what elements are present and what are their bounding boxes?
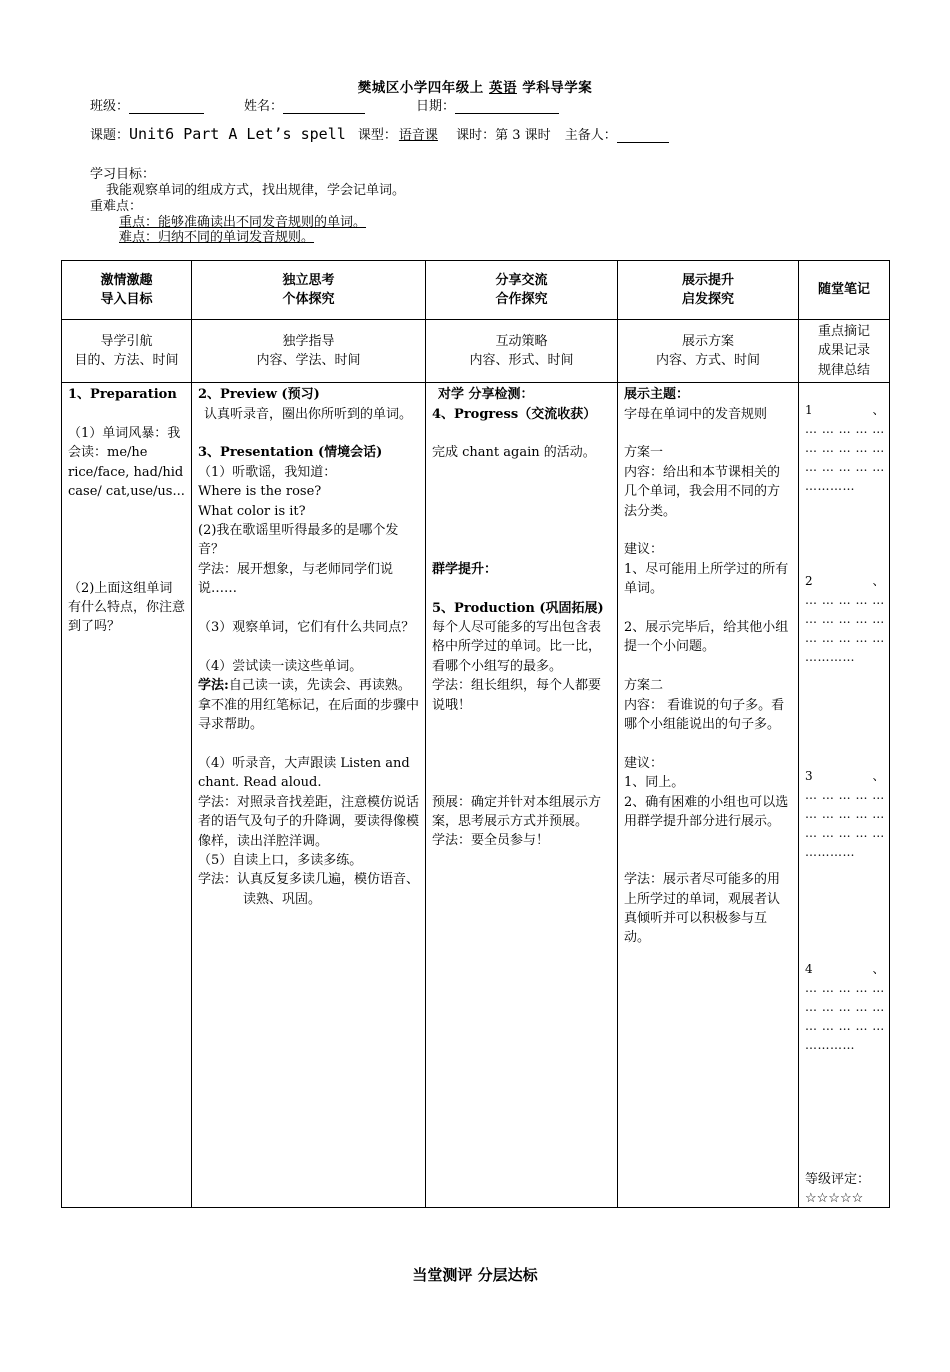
header-cell xyxy=(618,261,799,320)
header-line: 激情激趣 xyxy=(100,272,153,288)
plan-1-content: 内容：给出和本节课相关的几个单词，我会用不同的方法分类。 xyxy=(624,464,781,519)
preview-show-method: 学法：要全员参与！ xyxy=(432,833,550,849)
note-mark: 、 xyxy=(872,769,885,784)
step-6-method: 学法：认真反复多读几遍，模仿语音、读熟、巩固。 xyxy=(198,872,420,907)
features-question: （2)上面这组单词有什么特点，你注意到了吗？ xyxy=(68,580,186,635)
subheader-line: 独学指导 xyxy=(282,333,335,349)
presentation-heading: 3、Presentation (情境会话) xyxy=(198,445,383,461)
group-study-heading: 群学提升： xyxy=(432,561,498,577)
subheader-line: 成果记录 xyxy=(817,343,870,359)
header-row xyxy=(62,261,890,320)
subheader-cell xyxy=(426,320,618,383)
type-value: 语音课 xyxy=(398,128,438,143)
content-row xyxy=(62,383,890,1208)
step-3: （3）观察单词，它们有什么共同点？ xyxy=(198,620,415,636)
date-field xyxy=(416,95,559,114)
subheader-row xyxy=(62,320,890,383)
header-line: 个体探究 xyxy=(282,292,335,307)
note-number: 3 xyxy=(805,769,814,784)
note-dots: … … … … … xyxy=(805,612,885,627)
header-line: 随堂笔记 xyxy=(817,282,870,298)
note-number: 2 xyxy=(805,574,814,589)
subheader-line: 内容、方式、时间 xyxy=(655,353,760,369)
progress-heading: 4、Progress（交流收获） xyxy=(432,406,597,422)
note-mark: 、 xyxy=(872,403,885,418)
difficult-point: 难点：归纳不同的单词发音规则。 xyxy=(119,230,315,245)
key-point: 重点：能够准确读出不同发音规则的单词。 xyxy=(119,215,367,230)
note-mark: 、 xyxy=(872,574,885,589)
name-label: 姓名： xyxy=(244,99,284,114)
preview-text: 认真听录音，圈出你所听到的单词。 xyxy=(204,406,413,422)
subheader-line: 内容、学法、时间 xyxy=(256,353,361,369)
advice-b-2: 2、确有困难的小组也可以选用群学提升部分进行展示。 xyxy=(624,794,789,830)
class-blank[interactable] xyxy=(129,100,204,114)
subheader-cell xyxy=(799,320,890,383)
name-blank[interactable] xyxy=(283,100,365,114)
showcase-method: 学法：展示者尽可能多的用上所学过的单词，观展者认真倾听并可以积极参与互动。 xyxy=(624,872,781,946)
showcase-topic: 字母在单词中的发音规则 xyxy=(624,406,768,422)
class-field xyxy=(90,95,204,114)
objectives-text: 我能观察单词的组成方式，找出规律，学会记单词。 xyxy=(106,183,406,198)
subheader-cell xyxy=(618,320,799,383)
header-cell xyxy=(192,261,426,320)
header-cell xyxy=(799,261,890,320)
advice-1: 1、尽可能用上所学过的所有单词。 xyxy=(624,561,789,597)
subheader-cell xyxy=(192,320,426,383)
note-block-1[interactable] xyxy=(805,401,885,496)
topic-value: Unit6 Part A Let’s spell xyxy=(129,125,346,143)
note-dots: … … … … … xyxy=(805,460,885,475)
period-label: 课时：第 3 课时 xyxy=(456,128,551,143)
step-6: （5）自读上口，多读多练。 xyxy=(198,852,363,868)
preview-show-text: 预展：确定并针对本组展示方案，思考展示方式并预展。 xyxy=(432,794,602,829)
note-block-3[interactable] xyxy=(805,767,885,862)
subheader-line: 目的、方法、时间 xyxy=(74,353,179,369)
title-prefix: 樊城区小学四年级上 xyxy=(357,80,489,96)
step-4-method: 自己读一读，先读会、再读熟。拿不准的用红笔标记，在后面的步骤中寻求帮助。 xyxy=(198,678,420,733)
individual-study-cell xyxy=(192,383,426,1208)
subheader-line: 规律总结 xyxy=(817,362,870,378)
note-mark: 、 xyxy=(872,962,885,977)
name-field xyxy=(244,95,365,114)
showcase-cell xyxy=(618,383,799,1208)
note-dots: ………… xyxy=(805,1038,855,1053)
production-heading: 5、Production (巩固拓展) xyxy=(432,600,604,616)
preview-heading: 2、Preview (预习) xyxy=(198,387,320,403)
title-suffix: 学科导学案 xyxy=(517,80,593,96)
page-title xyxy=(0,76,950,96)
production-method: 学法：组长组织，每个人都要说哦！ xyxy=(432,678,602,713)
note-dots: ………… xyxy=(805,845,855,860)
preparation-heading: 1、Preparation xyxy=(68,387,177,403)
note-block-2[interactable] xyxy=(805,572,885,667)
note-dots: ………… xyxy=(805,650,855,665)
step-4: （4）尝试读一读这些单词。 xyxy=(198,658,363,674)
advice-b-label: 建议： xyxy=(624,755,664,771)
plan-2-label: 方案二 xyxy=(624,678,664,694)
header-cell xyxy=(62,261,192,320)
note-block-4[interactable] xyxy=(805,960,885,1055)
note-dots: … … … … … xyxy=(805,422,885,437)
note-dots: … … … … … xyxy=(805,807,885,822)
plan-2-content: 内容： 看谁说的句子多。看哪个小组能说出的句子多。 xyxy=(624,697,785,733)
subheader-line: 内容、形式、时间 xyxy=(469,353,574,369)
date-blank[interactable] xyxy=(455,100,559,114)
topic-label: 课题： xyxy=(90,128,130,143)
note-number: 1 xyxy=(805,403,814,418)
chant-activity: 完成 chant again 的活动。 xyxy=(432,445,596,461)
grade-stars[interactable]: ☆☆☆☆☆ xyxy=(805,1191,864,1207)
lesson-table xyxy=(61,260,890,1208)
header-line: 启发探究 xyxy=(681,292,734,307)
word-storm-text: （1）单词风暴：我会读：me/he rice/face, had/hid case/ cat,use/us... xyxy=(68,426,185,500)
note-dots: … … … … … xyxy=(805,826,885,841)
header-line: 独立思考 xyxy=(282,272,335,288)
topic-line xyxy=(90,124,669,143)
header-line: 展示提升 xyxy=(681,272,734,288)
note-dots: ………… xyxy=(805,479,855,494)
step-1-question-b: What color is it? xyxy=(198,503,306,519)
subheader-cell xyxy=(62,320,192,383)
preparer-blank[interactable] xyxy=(617,129,669,143)
step-5-method: 学法：对照录音找差距，注意模仿说话者的语气及句子的升降调，要读得像模像样，读出洋腔洋调。 xyxy=(198,794,420,849)
step-5: （4）听录音，大声跟读 Listen and chant. Read aloud. xyxy=(198,755,410,791)
subheader-line: 展示方案 xyxy=(681,333,734,349)
preparer-label: 主备人： xyxy=(564,128,617,143)
header-line: 导入目标 xyxy=(100,292,153,307)
type-label: 课型： xyxy=(357,128,397,143)
subheader-line: 重点摘记 xyxy=(817,324,870,339)
note-dots: … … … … … xyxy=(805,1019,885,1034)
note-dots: … … … … … xyxy=(805,593,885,608)
date-label: 日期： xyxy=(416,99,456,114)
preparation-cell xyxy=(62,383,192,1208)
cooperative-cell xyxy=(426,383,618,1208)
step-2: (2)我在歌谣里听得最多的是哪个发音？ xyxy=(198,523,399,558)
advice-b-1: 1、同上。 xyxy=(624,775,685,791)
showcase-heading: 展示主题： xyxy=(624,387,690,403)
advice-2: 2、展示完毕后，给其他小组提一个小问题。 xyxy=(624,620,789,655)
step-1: （1）听歌谣，我知道： xyxy=(198,464,337,480)
header-line: 合作探究 xyxy=(495,292,548,307)
title-subject: 英语 xyxy=(489,80,517,96)
note-dots: … … … … … xyxy=(805,981,885,996)
note-number: 4 xyxy=(805,962,814,977)
step-4-method-label: 学法: xyxy=(198,678,229,694)
production-text: 每个人尽可能多的写出包含表格中所学过的单词。比一比，看哪个小组写的最多。 xyxy=(432,619,602,674)
header-cell xyxy=(426,261,618,320)
subheader-line: 互动策略 xyxy=(495,333,548,349)
note-dots: … … … … … xyxy=(805,1000,885,1015)
pair-check-heading: 对学 分享检测： xyxy=(438,387,534,403)
header-line: 分享交流 xyxy=(495,272,548,288)
class-label: 班级： xyxy=(90,99,130,114)
objectives-label: 学习目标： xyxy=(90,167,156,182)
grade-label: 等级评定： xyxy=(805,1172,871,1188)
grade-block xyxy=(805,1170,870,1208)
step-1-question-a: Where is the rose? xyxy=(198,484,322,500)
step-2-method: 学法：展开想象，与老师同学们说说…… xyxy=(198,561,394,597)
subheader-line: 导学引航 xyxy=(100,333,153,349)
plan-1-label: 方案一 xyxy=(624,445,664,461)
advice-label: 建议： xyxy=(624,542,664,558)
assessment-title: 当堂测评 分层达标 xyxy=(412,1266,538,1284)
key-points-label: 重难点： xyxy=(90,199,143,214)
note-dots: … … … … … xyxy=(805,788,885,803)
notes-cell xyxy=(799,383,890,1208)
note-dots: … … … … … xyxy=(805,441,885,456)
note-dots: … … … … … xyxy=(805,631,885,646)
